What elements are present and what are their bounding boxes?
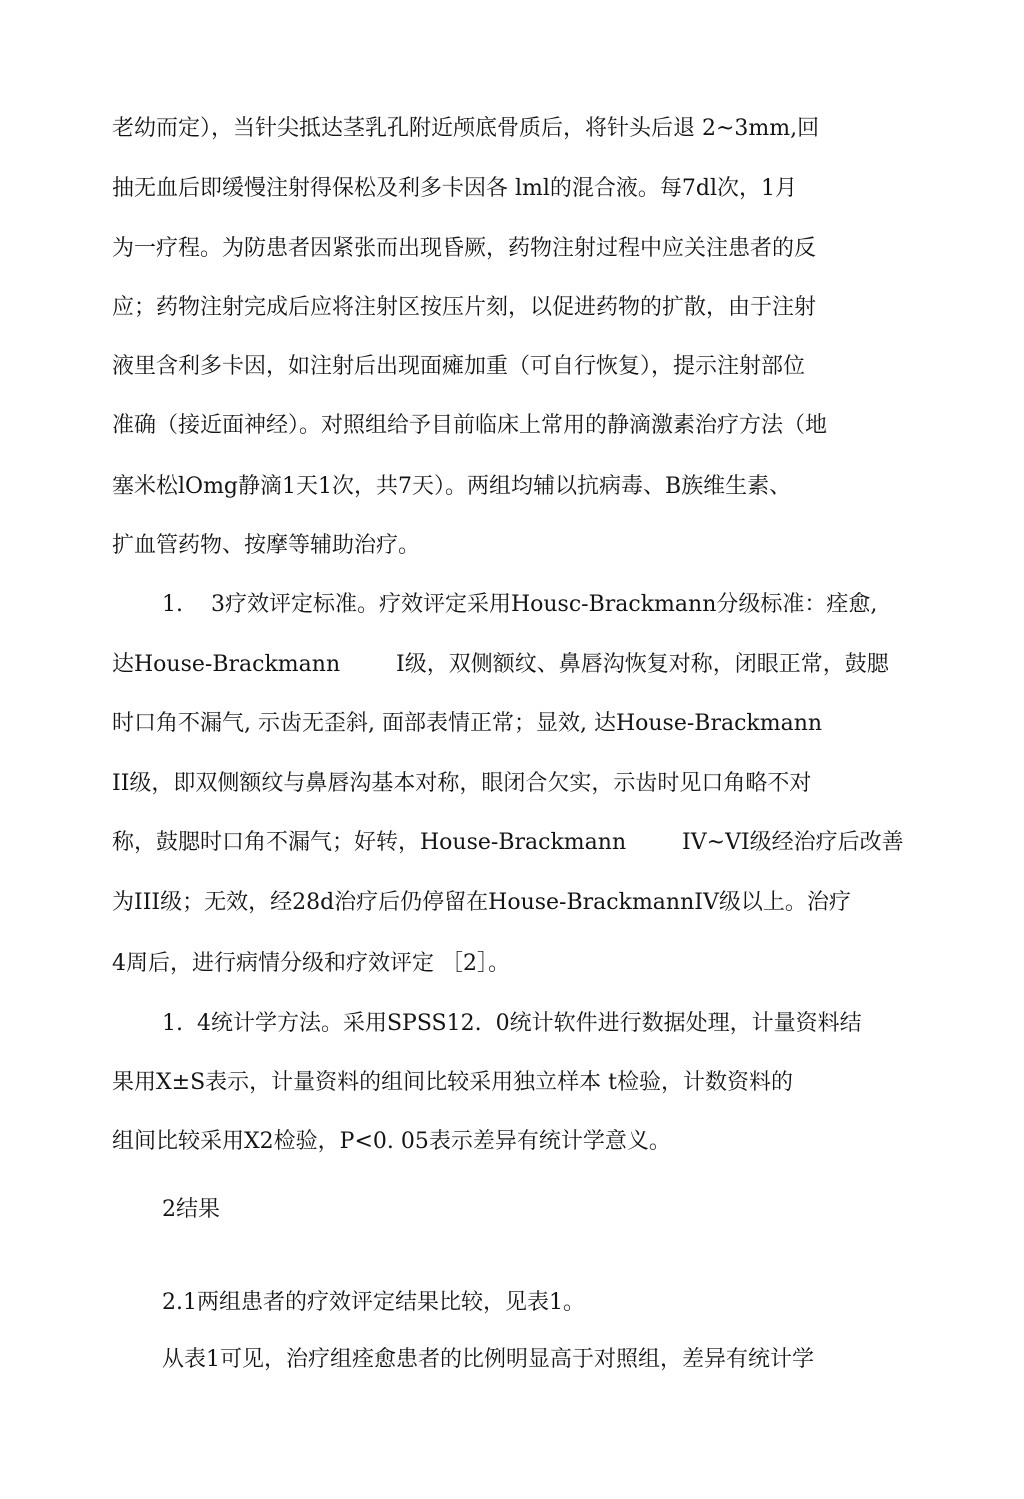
text-line-21: 从表1可见，治疗组痊愈患者的比例明显高于对照组，差异有统计学 [162, 1347, 814, 1372]
text-line-1: 老幼而定），当针尖抵达茎乳孔附近颅底骨质后，将针头后退 2~3mm,回 [112, 116, 820, 141]
text-line-9: 1. 3疗效评定标准。疗效评定采用Housc-Brackmann分级标准：痊愈, [162, 592, 878, 617]
text-line-6: 准确（接近面神经）。对照组给予目前临床上常用的静滴激素治疗方法（地 [112, 413, 828, 438]
subsection-heading-2-1: 2.1两组患者的疗效评定结果比较，见表1。 [162, 1290, 585, 1315]
text-line-15: 4周后，进行病情分级和疗效评定 ［2］。 [112, 951, 510, 976]
text-line-11: 时口角不漏气, 示齿无歪斜, 面部表情正常；显效, 达House-Brackmann [112, 711, 823, 736]
text-line-17: 果用X±S表示，计量资料的组间比较采用独立样本 t检验，计数资料的 [112, 1070, 794, 1095]
text-line-16: 1. 4统计学方法。采用SPSS12. 0统计软件进行数据处理，计量资料结 [162, 1011, 862, 1036]
text-line-3: 为一疗程。为防患者因紧张而出现昏厥，药物注射过程中应关注患者的反 [112, 236, 817, 261]
text-line-14: 为III级；无效，经28d治疗后仍停留在House-BrackmannIV级以上。治疗 [112, 890, 851, 915]
text-line-12: II级，即双侧额纹与鼻唇沟基本对称，眼闭合欠实，示齿时见口角略不对 [112, 771, 812, 796]
section-heading-results: 2结果 [162, 1197, 220, 1222]
text-line-8: 扩血管药物、按摩等辅助治疗。 [112, 533, 421, 558]
text-line-5: 液里含利多卡因，如注射后出现面瘫加重（可自行恢复），提示注射部位 [112, 354, 806, 379]
text-line-10: 达House-Brackmann I级，双侧额纹、鼻唇沟恢复对称，闭眼正常，鼓腮 [112, 652, 889, 677]
text-line-2: 抽无血后即缓慢注射得保松及利多卡因各 lml的混合液。每7dl次，1月 [112, 176, 798, 201]
text-line-18: 组间比较采用X2检验，P<0. 05表示差异有统计学意义。 [112, 1129, 671, 1154]
text-line-7: 塞米松lOmg静滴1天1次，共7天）。两组均辅以抗病毒、B族维生素、 [112, 474, 792, 499]
text-line-13: 称，鼓腮时口角不漏气；好转，House-Brackmann IV~VI级经治疗后改善 [112, 830, 904, 855]
text-line-4: 应；药物注射完成后应将注射区按压片刻，以促进药物的扩散，由于注射 [112, 295, 817, 320]
